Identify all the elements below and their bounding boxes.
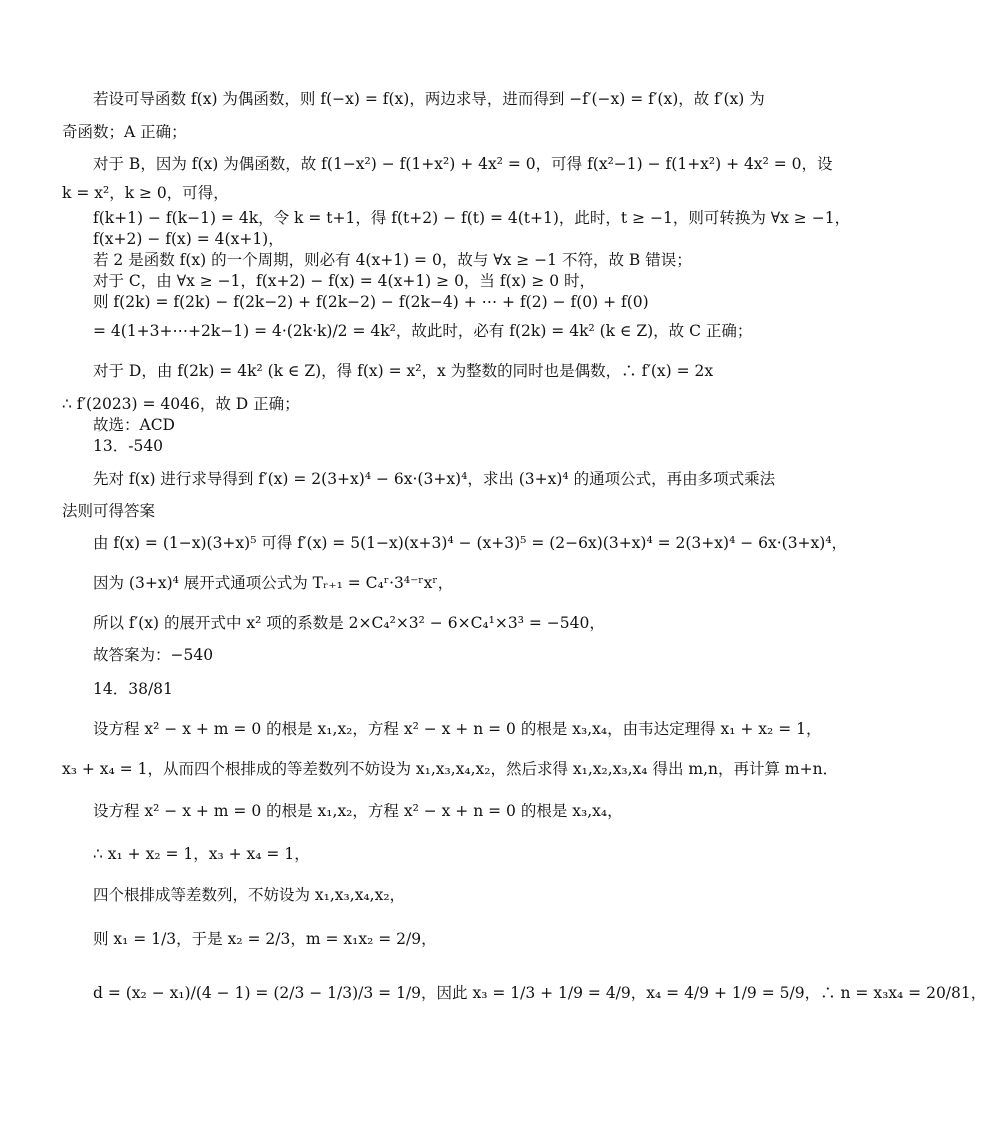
text-line: 先对 f(x) 进行求导得到 f′(x) = 2(3+x)⁴ − 6x·(3+x)⁴，求出 (3+x)⁴ 的通项公式，再由多项式乘法 xyxy=(93,470,776,488)
text-line: 对于 B，因为 f(x) 为偶函数，故 f(1−x²) − f(1+x²) + 4x² = 0，可得 f(x²−1) − f(1+x²) + 4x² = 0，设 xyxy=(93,155,833,173)
text-line: f(x+2) − f(x) = 4(x+1)， xyxy=(93,230,284,248)
text-line: 若 2 是函数 f(x) 的一个周期，则必有 4(x+1) = 0，故与 ∀x ≥ −1 不符，故 B 错误； xyxy=(93,251,692,269)
text-line: 对于 C，由 ∀x ≥ −1，f(x+2) − f(x) = 4(x+1) ≥ 0，当 f(x) ≥ 0 时， xyxy=(93,272,596,290)
text-line: = 4(1+3+⋯+2k−1) = 4·(2k·k)/2 = 4k²，故此时，必有 f(2k) = 4k² (k ∈ Z)，故 C 正确； xyxy=(93,322,753,340)
text-line: 则 x₁ = 1/3，于是 x₂ = 2/3，m = x₁x₂ = 2/9， xyxy=(93,930,437,948)
text-line: k = x²，k ≥ 0，可得， xyxy=(62,184,229,202)
text-line: 设方程 x² − x + m = 0 的根是 x₁,x₂，方程 x² − x + n = 0 的根是 x₃,x₄，由韦达定理得 x₁ + x₂ = 1， xyxy=(93,720,822,738)
text-line: 因为 (3+x)⁴ 展开式通项公式为 Tᵣ₊₁ = C₄ʳ·3⁴⁻ʳxʳ， xyxy=(93,574,454,592)
text-line: 则 f(2k) = f(2k) − f(2k−2) + f(2k−2) − f(2k−4) + ⋯ + f(2) − f(0) + f(0) xyxy=(93,293,649,311)
text-line: 四个根排成等差数列，不妨设为 x₁,x₃,x₄,x₂， xyxy=(93,886,406,904)
text-line: x₃ + x₄ = 1，从而四个根排成的等差数列不妨设为 x₁,x₃,x₄,x₂，然后求得 x₁,x₂,x₃,x₄ 得出 m,n，再计算 m+n． xyxy=(62,760,839,778)
text-line: 法则可得答案 xyxy=(62,502,156,520)
text-line: 故答案为：−540 xyxy=(93,646,214,664)
text-line: d = (x₂ − x₁)/(4 − 1) = (2/3 − 1/3)/3 = 1/9，因此 x₃ = 1/3 + 1/9 = 4/9，x₄ = 4/9 + 1/9 = 5/9，∴ n = x₃x₄ = 20/81， xyxy=(93,984,986,1002)
text-line: 13．-540 xyxy=(93,437,164,455)
text-line: 设方程 x² − x + m = 0 的根是 x₁,x₂，方程 x² − x + n = 0 的根是 x₃,x₄， xyxy=(93,802,623,820)
text-line: 由 f(x) = (1−x)(3+x)⁵ 可得 f′(x) = 5(1−x)(x+3)⁴ − (x+3)⁵ = (2−6x)(3+x)⁴ = 2(3+x)⁴ − 6x·(3+x)⁴， xyxy=(93,534,848,552)
text-line: ∴ f′(2023) = 4046，故 D 正确； xyxy=(62,395,300,413)
text-line: 所以 f′(x) 的展开式中 x² 项的系数是 2×C₄²×3² − 6×C₄¹×3³ = −540， xyxy=(93,614,605,632)
text-line: 故选：ACD xyxy=(93,416,175,434)
text-line: 若设可导函数 f(x) 为偶函数，则 f(−x) = f(x)，两边求导，进而得到 −f′(−x) = f′(x)，故 f′(x) 为 xyxy=(93,90,765,108)
text-line: 对于 D，由 f(2k) = 4k² (k ∈ Z)，得 f(x) = x²，x 为整数的同时也是偶数，∴ f′(x) = 2x xyxy=(93,362,714,380)
text-line: 奇函数；A 正确； xyxy=(62,123,187,141)
text-line: 14．38/81 xyxy=(93,680,173,698)
text-line: f(k+1) − f(k−1) = 4k，令 k = t+1，得 f(t+2) − f(t) = 4(t+1)，此时，t ≥ −1，则可转换为 ∀x ≥ −1， xyxy=(93,209,851,227)
text-line: ∴ x₁ + x₂ = 1，x₃ + x₄ = 1， xyxy=(93,845,310,863)
